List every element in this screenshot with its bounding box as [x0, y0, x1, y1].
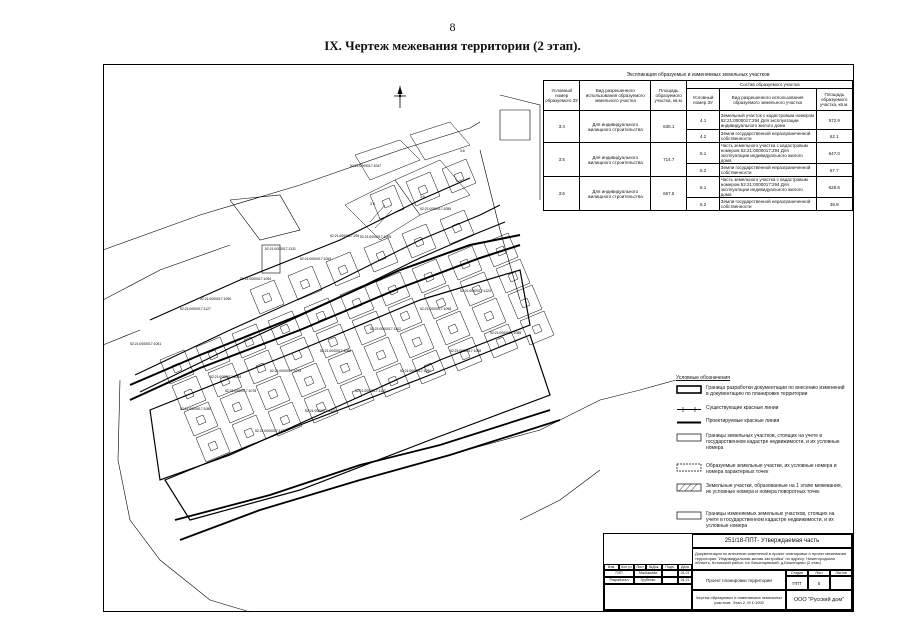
legend-text: Границы изменяемых земельных участков, стоящих на учете в государственном кадастре недвижимости, и их условные номера: [706, 511, 835, 529]
doc-description: Документация по внесению изменений в проект планировки и проект межевания территории "Индивидуальная жилая застройка" по адресу: Нижегородская область, Кстовский район, с/с Бешенцевский, д.Бешенцево (2 этап): [692, 548, 852, 570]
doc-code: 251/18-ППТ- Утверждаемая часть: [692, 534, 852, 548]
house-footprint: [400, 311, 410, 321]
part-area: 647.0: [816, 143, 853, 164]
role-gip: ГИП: [604, 570, 634, 577]
house-footprint: [244, 428, 254, 438]
parcel-label: 52:21:0000017:1085: [490, 331, 522, 335]
house-footprint: [340, 363, 350, 373]
house-footprint: [280, 415, 290, 425]
parcel-label: 52:21:0000017:1131: [265, 247, 296, 251]
stage-header: Стадия: [786, 570, 808, 576]
sheets-value: [830, 576, 852, 590]
stage1-parcel: [410, 122, 470, 160]
row-label: Кол.уч: [619, 564, 634, 570]
shore-line: [180, 420, 560, 540]
house-footprint: [262, 293, 272, 303]
table-row: [544, 177, 853, 198]
house-footprint: [454, 172, 464, 182]
shore-line: [175, 410, 550, 520]
date-developer: 04.21: [678, 577, 692, 584]
projected-red-line-icon: [676, 418, 702, 427]
row-label: №Док.: [646, 564, 662, 570]
header-use: Вид разрешенного использования образуемого земельного участка: [580, 81, 651, 111]
legend-text: Проектируемые красные линии: [706, 418, 780, 424]
context-outline: [520, 470, 600, 520]
group-area: 667.5: [651, 177, 687, 211]
house-footprint: [418, 185, 428, 195]
context-outline: [480, 150, 520, 300]
parcel-label: 3:5: [420, 195, 425, 199]
drawing-name: Чертеж образуемых и изменяемых земельных участков. Этап 2, М 1:1000: [692, 590, 786, 610]
house-footprint: [304, 376, 314, 386]
group-use: Для индивидуального жилищного строительства: [580, 177, 651, 211]
company-name: ООО "Русский дом": [786, 590, 852, 610]
name-gip: Малышева: [634, 570, 662, 577]
title-block: [603, 533, 853, 611]
part-use: Часть земельного участка с кадастровым номером 52:21:0000017:294 Для эксплуатации индивидуального жилого дома: [719, 143, 816, 164]
part-area: 628.6: [816, 177, 853, 198]
parcel-label: 52:21:0000017:1117: [355, 389, 386, 393]
parcel-label: 3:4: [370, 202, 375, 206]
context-outline: [118, 380, 250, 612]
part-use: Земли государственной неразграниченной собственности: [719, 198, 816, 211]
parcel-label: 52:21:0000017:1034: [210, 375, 242, 379]
existing-red-line-icon: [676, 405, 702, 414]
context-outline: [430, 380, 676, 460]
part-area: 38.9: [816, 198, 853, 211]
part-num: 6.2: [687, 198, 719, 211]
legend-text: Образуемые земельные участки, их условные номера и номера характерных точек: [706, 463, 837, 475]
signature-cell: [662, 577, 678, 584]
context-parcel: [500, 110, 530, 140]
parcel-label: 52:21:0000017:1047: [350, 164, 382, 168]
signature-cell: [662, 570, 678, 577]
house-footprint: [232, 402, 242, 412]
cadastral-boundary-icon: [676, 433, 702, 442]
project-name: Проект планировки территории: [692, 570, 786, 590]
house-footprint: [448, 324, 458, 334]
parcel-label: 52:21:0000017:1090: [400, 369, 432, 373]
row-label: Лист: [634, 564, 646, 570]
legend: [676, 375, 848, 529]
group-use: Для индивидуального жилищного строительства: [580, 111, 651, 143]
name-developer: Грубенко: [634, 577, 662, 584]
legend-text: Границы земельных участков, стоящих на учете в государственном кадастре недвижимости, и их условные номера: [706, 433, 840, 451]
house-footprint: [280, 324, 290, 334]
north-arrow-icon: [394, 86, 406, 108]
house-footprint: [196, 415, 206, 425]
legend-text: Существующие красные линии: [706, 405, 779, 411]
house-footprint: [268, 389, 278, 399]
house-footprint: [532, 324, 542, 334]
header-sub-use: Вид разрешенного использования образуемого земельного участка: [719, 89, 816, 111]
explication-table: [543, 80, 853, 211]
parcel-label: 52:21:0000017:1055: [360, 235, 392, 239]
house-footprint: [338, 265, 348, 275]
parcel-label: 52:21:0000017:1088: [450, 349, 482, 353]
parcel-label: 52:21:0000017:1080: [180, 407, 212, 411]
parcel-label: 52:21:0000017:1075: [270, 369, 302, 373]
stage1-parcel-icon: [676, 483, 702, 492]
part-area: 62.1: [816, 130, 853, 143]
header-sub-area: Площадь образуемого участка, кв.м.: [816, 89, 853, 111]
parcel-label: 52:21:0000017:1066: [320, 349, 352, 353]
table-row: [544, 143, 853, 164]
row-label: Изм.: [604, 564, 619, 570]
date-gip: 04.21: [678, 570, 692, 577]
stage1-parcel: [355, 140, 420, 180]
header-num: Условный номер образуемого ЗУ: [544, 81, 580, 111]
part-num: 4.2: [687, 130, 719, 143]
stage-header: Лист: [808, 570, 830, 576]
part-num: 5.1: [687, 143, 719, 164]
parcel-label: 52:21:0000017:1094: [240, 277, 272, 281]
parcel-label: 52:21:0000017:1122: [255, 429, 286, 433]
row-label: Подп.: [662, 564, 678, 570]
group-num: 3:5: [544, 143, 580, 177]
page-number: 8: [449, 20, 456, 34]
legend-text: Земельные участки, образованные на 1 этапе межевания, их условные номера и номера поворотных точек: [706, 483, 842, 495]
group-num: 3:4: [544, 111, 580, 143]
parcel-label: 52:21:0000017:1059: [420, 207, 452, 211]
parcel-label: 52:21:0000017:1061: [130, 342, 162, 346]
parcel-label: 52:21:0000017:1124: [460, 289, 491, 293]
parcel-label: 52:21:0000017:1120: [305, 409, 336, 413]
part-area: 572.9: [816, 111, 853, 130]
part-area: 67.7: [816, 164, 853, 177]
part-use: Земли государственной неразграниченной собственности: [719, 164, 816, 177]
part-use: Часть земельного участка с кадастровым номером 52:21:0000017:294 Для эксплуатации индивидуального жилого дома: [719, 177, 816, 198]
part-num: 5.2: [687, 164, 719, 177]
parcel-outline: [406, 172, 440, 206]
part-use: Земли государственной неразграниченной собственности: [719, 130, 816, 143]
house-footprint: [244, 337, 254, 347]
parcel-outline: [250, 280, 284, 314]
page-heading: IX. Чертеж межевания территории (2 этап).: [324, 38, 581, 53]
new-parcel-icon: [676, 463, 702, 472]
house-footprint: [376, 350, 386, 360]
context-outline: [103, 122, 480, 250]
red-line: [150, 178, 470, 320]
part-num: 6.1: [687, 177, 719, 198]
house-footprint: [208, 441, 218, 451]
parcel-label: 3:6: [460, 149, 465, 153]
parcel-label: 52:21:0000017:1127: [180, 307, 211, 311]
parcel-label: 52:21:0000017:294: [330, 234, 360, 238]
parcel-label: 52:21:0000017:1078: [225, 389, 257, 393]
legend-title: Условные обозначения: [676, 375, 731, 381]
group-num: 3:6: [544, 177, 580, 211]
parcel-outline: [288, 266, 322, 300]
red-line: [135, 205, 500, 375]
sheet-value: 5: [808, 576, 830, 590]
header-area: Площадь образуемого участка, кв.м.: [651, 81, 687, 111]
boundary-symbol-icon: [676, 385, 702, 394]
house-footprint: [300, 279, 310, 289]
parcel-label: 52:21:0000017:1098: [420, 307, 452, 311]
part-num: 4.1: [687, 111, 719, 130]
explication-title: Экспликация образуемых и изменяемых земельных участков: [626, 72, 770, 78]
legend-text: Граница разработки документации по внесению изменений в документацию по планировке территории: [706, 385, 845, 397]
house-footprint: [484, 311, 494, 321]
part-use: Земельный участок с кадастровым номером 52:21:0000017:294 Для эксплуатации индивидуального жилого дома: [720, 112, 815, 128]
group-use: Для индивидуального жилищного строительства: [580, 143, 651, 177]
stage-header: Листов: [830, 570, 852, 576]
parcel-label: 52:21:0000017:1102: [370, 327, 401, 331]
group-area: 714.7: [651, 143, 687, 177]
house-footprint: [412, 337, 422, 347]
context-outline: [500, 95, 540, 200]
parcel-outline: [440, 210, 474, 244]
table-row: [544, 111, 853, 130]
parcel-label: 52:21:0000017:1050: [200, 297, 232, 301]
group-area: 635.1: [651, 111, 687, 143]
signature-area: [604, 584, 692, 610]
header-sub-num: Условный номер ЗУ: [687, 89, 719, 111]
row-label: Дата: [678, 564, 692, 570]
role-developer: Разработал: [604, 577, 634, 584]
development-boundary: [130, 245, 520, 400]
context-outline: [103, 245, 230, 300]
header-composition: Состав образуемого участка: [687, 81, 853, 89]
parcel-label: 52:21:0000017:1053: [300, 257, 332, 261]
changed-parcel-icon: [676, 511, 702, 520]
parcel-outline: [364, 238, 398, 272]
context-parcel: [230, 195, 300, 240]
stage-value: ППТ: [786, 576, 808, 590]
house-footprint: [328, 337, 338, 347]
